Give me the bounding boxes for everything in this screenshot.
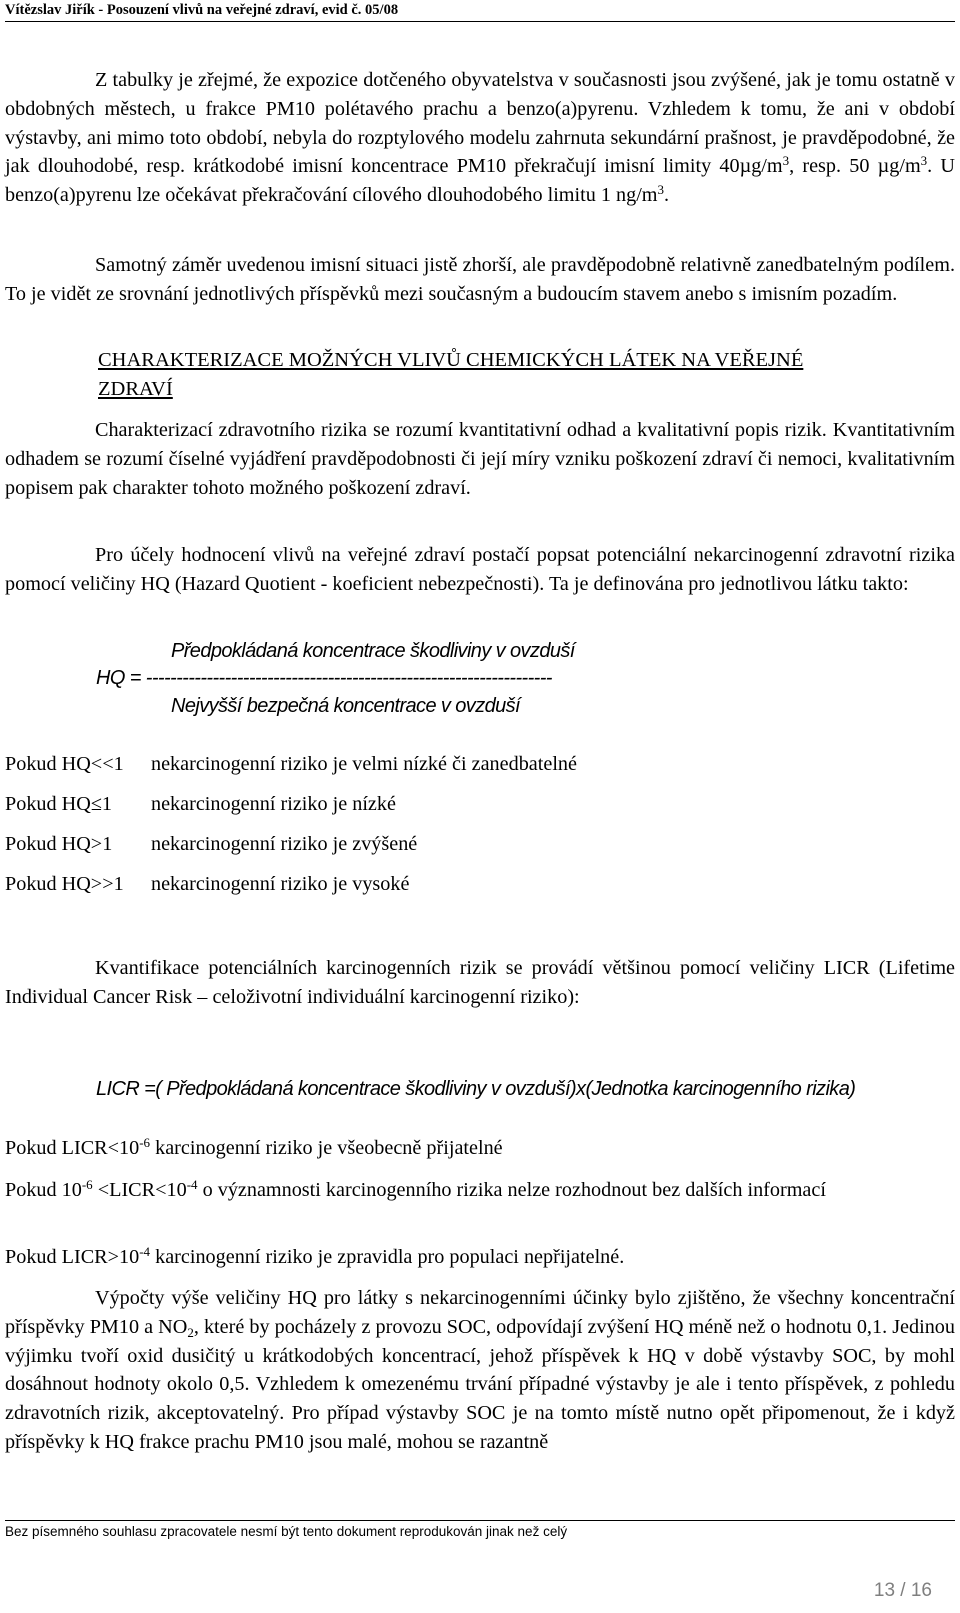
page-number: 13 / 16 bbox=[873, 1580, 932, 1601]
licr-rule-2-exponent-2: -4 bbox=[186, 1177, 198, 1192]
p6-subscript: 2 bbox=[187, 1324, 194, 1340]
p1-sup-3: 3 bbox=[657, 182, 665, 198]
hq-rule bbox=[5, 873, 409, 896]
section-heading: CHARAKTERIZACE MOŽNÝCH VLIVŮ CHEMICKÝCH LÁTEK NA VEŘEJNÉ ZDRAVÍ bbox=[98, 349, 804, 400]
hq-rule bbox=[5, 753, 577, 776]
licr-rule-3-desc: karcinogenní riziko je zpravidla pro populaci nepřijatelné. bbox=[150, 1246, 625, 1268]
licr-rule-3-text: Pokud LICR>10 bbox=[5, 1246, 140, 1268]
p6-text-1: Výpočty výše veličiny HQ pro látky s nekarcinogenními účinky bylo zjištěno, že všechny koncentrační příspěvky PM10 a NO bbox=[5, 1287, 955, 1338]
licr-rule-3-exponent: -4 bbox=[139, 1244, 151, 1259]
hq-rule-condition: Pokud HQ<<1 bbox=[5, 753, 124, 775]
licr-rule bbox=[5, 1243, 955, 1272]
licr-rule-1-desc: karcinogenní riziko je všeobecně přijatelné bbox=[150, 1137, 503, 1159]
licr-rule-2-text: Pokud 10 bbox=[5, 1179, 82, 1201]
hq-formula-numerator: Předpokládaná koncentrace škodliviny v ovzduší bbox=[171, 640, 575, 662]
hq-formula-fraction-line: HQ = ------------------------------------------------------------------- bbox=[96, 667, 552, 689]
paragraph-hq-definice: Pro účely hodnocení vlivů na veřejné zdraví postačí popsat potenciální nekarcinogenní zdravotní rizika pomocí veličiny HQ (Hazard Quotient - koeficient nebezpečnosti). Ta je definována pro jednotlivou látku takto: bbox=[5, 544, 955, 595]
licr-rule-1-exponent: -6 bbox=[139, 1135, 151, 1150]
hq-rule-description: nekarcinogenní riziko je vysoké bbox=[151, 873, 410, 895]
licr-rule-2-exponent-1: -6 bbox=[81, 1177, 93, 1192]
licr-rule-2-desc: o významnosti karcinogenního rizika nelze rozhodnout bez dalších informací bbox=[197, 1179, 826, 1201]
p1-text-1: Z tabulky je zřejmé, že expozice dotčeného obyvatelstva v současnosti jsou zvýšené, jak je tomu ostatně v obdobných městech, u frakce PM10 polétavého prachu a benzo(a)pyrenu. Vzhledem k tomu, že ani v období výstavby, ani mimo toto období, nebyla do rozptylového modelu zahrnuta sekundární prašnost, je pravděpodobné, že jak dlouhodobé, resp. krátkodobé imisní koncentrace PM10 překračují imisní limity 40µg/m bbox=[5, 69, 955, 178]
hq-rule bbox=[5, 833, 417, 856]
footer-divider bbox=[5, 1520, 955, 1521]
hq-rule bbox=[5, 793, 396, 816]
p6-text-2: , které by pocházely z provozu SOC, odpovídají zvýšení HQ méně než o hodnotu 0,1. Jedinou výjimku tvoří oxid dusičitý u krátkodobých koncentrací, jehož příspěvek k HQ v době výstavby SOC, by mohl dosáhnout hodnoty okolo 0,5. Vzhledem k omezenému trvání případné výstavby je ale i tento příspěvek, z pohledu zdravotních rizik, akceptovatelný. Pro případ výstavby SOC je na tomto místě nutno opět připomenout, že i když příspěvky k HQ frakce prachu PM10 jsou malé, mohou se razantně bbox=[5, 1315, 955, 1453]
document-header: Vítězslav Jiřík - Posouzení vlivů na veřejné zdraví, evid č. 05/08 bbox=[5, 2, 399, 18]
hq-rule-condition: Pokud HQ≤1 bbox=[5, 793, 112, 815]
p1-sup-1: 3 bbox=[782, 153, 790, 169]
paragraph-charakterizace: Charakterizací zdravotního rizika se rozumí kvantitativní odhad a kvalitativní popis rizik. Kvantitativním odhadem se rozumí číselné vyjádření pravděpodobnosti či její míry vzniku poškození zdraví či nemoci, kvalitativním popisem pak charakter tohoto možného poškození zdraví. bbox=[5, 419, 955, 499]
p1-text-2: , resp. 50 µg/m bbox=[789, 155, 921, 178]
hq-rule-description: nekarcinogenní riziko je nízké bbox=[151, 793, 396, 815]
paragraph-expozice bbox=[5, 66, 955, 210]
paragraph-zamer: Samotný záměr uvedenou imisní situaci jistě zhorší, ale pravděpodobně relativně zanedbatelným podílem. To je vidět ze srovnání jednotlivých příspěvků mezi současným a budoucím stavem anebo s imisním pozadím. bbox=[5, 254, 955, 305]
hq-formula-denominator: Nejvyšší bezpečná koncentrace v ovzduší bbox=[171, 695, 521, 717]
hq-rule-condition: Pokud HQ>>1 bbox=[5, 873, 124, 895]
p1-text-4: . bbox=[664, 184, 670, 207]
hq-rule-description: nekarcinogenní riziko je velmi nízké či zanedbatelné bbox=[151, 753, 577, 775]
licr-rule bbox=[5, 1134, 955, 1163]
p1-sup-2: 3 bbox=[920, 153, 928, 169]
licr-rule-1-text: Pokud LICR<10 bbox=[5, 1137, 140, 1159]
licr-rule-2-middle: <LICR<10 bbox=[92, 1179, 187, 1201]
hq-rule-description: nekarcinogenní riziko je zvýšené bbox=[151, 833, 418, 855]
licr-rule bbox=[5, 1176, 955, 1205]
paragraph-vypocty-hq bbox=[5, 1284, 955, 1457]
paragraph-licr-uvod: Kvantifikace potenciálních karcinogenních rizik se provádí většinou pomocí veličiny LICR (Lifetime Individual Cancer Risk – celoživotní individuální karcinogenní riziko): bbox=[5, 957, 955, 1008]
p1-text-3: . U benzo(a)pyrenu lze očekávat překračování cílového dlouhodobého limitu 1 ng/m bbox=[5, 155, 955, 207]
licr-formula: LICR =( Předpokládaná koncentrace škodliviny v ovzduší)x(Jednotka karcinogenního rizika) bbox=[96, 1078, 856, 1100]
hq-rule-condition: Pokud HQ>1 bbox=[5, 833, 113, 855]
footer-note: Bez písemného souhlasu zpracovatele nesmí být tento dokument reprodukován jinak než celý bbox=[5, 1524, 568, 1539]
header-divider bbox=[5, 21, 955, 22]
